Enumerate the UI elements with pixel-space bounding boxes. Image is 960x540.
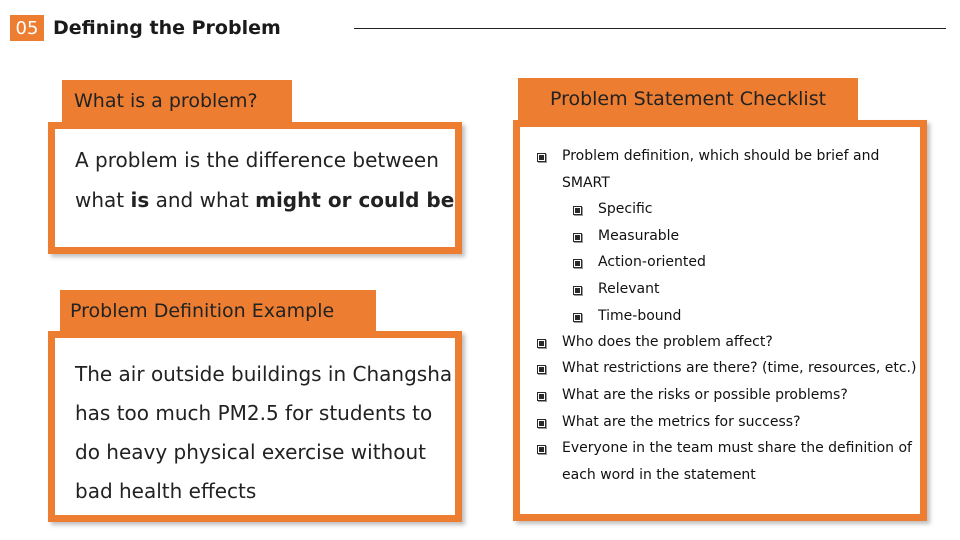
smart-item-time-bound: Time-bound <box>598 308 682 324</box>
checkbox-icon <box>537 365 546 374</box>
checklist-item-definition-cont: SMART <box>562 175 610 191</box>
checkbox-icon <box>573 286 582 295</box>
checklist-text: restrictions <box>603 360 682 376</box>
definition-line-2 <box>75 188 454 212</box>
checklist-text: are there? (time, resources, etc.) <box>681 360 917 376</box>
checkbox-icon <box>573 233 582 242</box>
header-divider <box>354 28 946 29</box>
checklist-text: What are the <box>562 387 658 403</box>
checklist-text: does the problem affect? <box>593 334 773 350</box>
checklist-text: What <box>562 360 604 376</box>
checklist-item-definition <box>562 148 879 164</box>
checklist-tab <box>518 78 858 120</box>
checklist-item-restrictions <box>562 360 916 376</box>
checklist-text: risks <box>657 387 691 403</box>
checkbox-icon <box>573 206 582 215</box>
smart-item-measurable: Measurable <box>598 228 680 244</box>
example-line-2: has too much PM2.5 for students to <box>75 401 433 425</box>
definition-emphasis-might: might or could be <box>255 188 455 212</box>
definition-tab <box>62 80 292 122</box>
checklist-text: in the team must <box>627 440 758 456</box>
checkbox-icon <box>537 445 546 454</box>
definition-emphasis-is: is <box>130 188 150 212</box>
checklist-text: , which should be <box>689 148 817 164</box>
checklist-text: What are the <box>562 414 658 430</box>
checklist-text: and <box>848 148 880 164</box>
checklist-text: or possible problems? <box>690 387 848 403</box>
checklist-item-everyone-cont: each word in the statement <box>562 467 756 483</box>
checkbox-icon <box>537 392 546 401</box>
checklist-item-everyone <box>562 440 912 456</box>
checklist-item-metrics <box>562 414 801 430</box>
checklist-text: Problem definition <box>562 148 690 164</box>
definition-text: what <box>75 188 131 212</box>
example-line-4: bad health effects <box>75 479 257 503</box>
smart-item-specific: Specific <box>598 201 653 217</box>
checklist-text: the definition of <box>796 440 912 456</box>
checkbox-icon <box>537 153 546 162</box>
definition-tab-label: What is a problem? <box>74 90 258 112</box>
checkbox-icon <box>573 313 582 322</box>
section-number-badge: 05 <box>10 15 44 41</box>
checkbox-icon <box>573 259 582 268</box>
checklist-item-risks <box>562 387 848 403</box>
definition-line-1: A problem is the difference between <box>75 148 439 172</box>
checkbox-icon <box>537 419 546 428</box>
checklist-text: share <box>757 440 797 456</box>
checklist-tab-label: Problem Statement Checklist <box>549 88 827 110</box>
example-tab-label: Problem Definition Example <box>70 300 335 322</box>
checklist-text: for success? <box>710 414 801 430</box>
definition-text: and what <box>149 188 256 212</box>
smart-item-relevant: Relevant <box>598 281 660 297</box>
slide-title: Defining the Problem <box>53 17 281 39</box>
checklist-text: Everyone <box>562 440 628 456</box>
checklist-text: brief <box>816 148 849 164</box>
checklist-item-who <box>562 334 773 350</box>
smart-item-action-oriented: Action-oriented <box>598 254 706 270</box>
checklist-text: Who <box>562 334 594 350</box>
example-line-1: The air outside buildings in Changsha <box>75 362 453 386</box>
checklist-text: metrics <box>657 414 711 430</box>
example-tab <box>60 290 376 332</box>
checkbox-icon <box>537 339 546 348</box>
example-line-3: do heavy physical exercise without <box>75 440 426 464</box>
